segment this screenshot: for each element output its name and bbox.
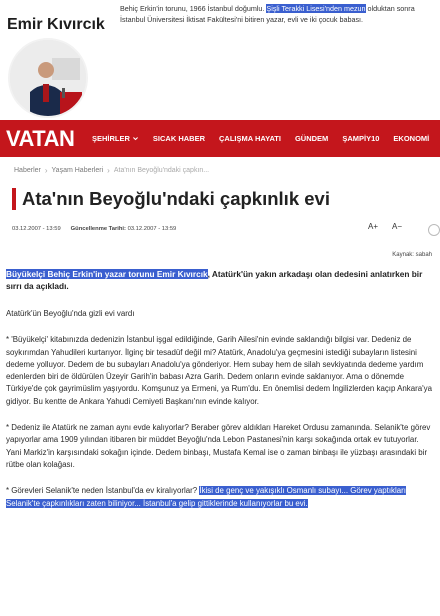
article-paragraph-1: * 'Büyükelçi' kitabınızda dedenizin İstanbul işgal edildiğinde, Garih Ailesi'nin evinde saklandığı bilgisi var. Dedeniz de soykırımdan Yahudileri kurtarıyor. İlginç bir tesadüf değil mi? Atatürk, Anadolu'ya geçmesini istediği subayların listesini dedeme yolluyor. Dedem de bu subayları Anadolu'ya gönderiyor. Hem subay hem de silah sevkiyatında dedeme yardım edenlerden biri de öldürülen Üzeyir Garih'in babası Azra Garih. Dedem onların evinde saklanıyor. Ama o dönemde Türkiye'de çok gayrimüslim yaşıyordu. Komşunuz ya Ermeni, ya Rum'du. En önemlisi dedem İngilizlerden kaçıp Ankara'ya gidiyor. Bu kentte de Ankara Yahudi Cemiyeti Başkanı'nın evinde kalıyor. [6,335,432,406]
nav-item-label: SICAK HABER [152,134,206,143]
page-title: Ata'nın Beyoğlu'ndaki çapkınlık evi [22,188,330,209]
article-lead [6,268,432,292]
nav-item-label: GÜNDEM [294,134,329,143]
breadcrumb-separator-icon: › [107,166,110,175]
breadcrumb-yasam-haberleri[interactable]: Yaşam Haberleri [51,167,104,174]
intro-text-end: olduktan sonra İstanbul Üniversitesi İktisat Fakültesi'ni bitiren yazar, evli ve iki çocuk babası. [120,4,415,24]
main-nav [0,120,440,157]
updated-label: Güncellenme Tarihi: [70,226,126,232]
nav-item-label: ŞEHİRLER [92,134,130,143]
breadcrumb [14,166,209,175]
lead-text: , Atatürk'ün yakın arkadaşı olan dedesini anlatırken bir sırrı da açıkladı. [6,269,423,291]
vatan-logo[interactable]: VATAN [6,125,75,151]
nav-item-sehirler[interactable] [92,134,139,143]
paragraph-3-highlight: İkisi de genç ve yakışıklı Osmanlı subayı... Görev yaptıkları Selanik'te çapkınlıkları zaten biliniyor... İstanbul'a gelip gittiklerinde kullanıyorlar bu evi. [6,486,406,508]
publish-date: 03.12.2007 - 13:59 [12,226,61,232]
paragraph-3-text: * Görevleri Selanik'te neden İstanbul'da ev kiralıyorlar? [6,486,200,496]
nav-item-calisma-hayati[interactable] [219,134,281,143]
font-increase-button[interactable]: A+ [368,222,379,231]
font-decrease-button[interactable]: A− [392,222,403,231]
author-name: Emir Kıvırcık [7,16,105,33]
article-meta [12,226,176,232]
nav-item-sicak-haber[interactable] [153,134,205,143]
nav-item-ekonomi[interactable] [393,134,429,143]
more-options-icon[interactable] [428,224,440,236]
updated-date-group [71,226,177,232]
updated-date: 03.12.2007 - 13:59 [127,226,177,232]
headline-block [12,188,330,210]
article-body [6,268,432,510]
author-profile [0,0,440,120]
intro-text-start: Behiç Erkin'in torunu, 1966 İstanbul doğumlu. [120,4,267,13]
article-paragraph-2: * Dedeniz ile Atatürk ne zaman aynı evde kalıyorlar? Beraber görev aldıkları Hareket Ordusu zamanında. Selanik'te görev yapıyorlar ama 1909 yılından itibaren bir müddet Beyoğlu'nda Lebon Pastanesi'nin karşı sokağında ortak ev tutuyorlar. Yani Markiz'in karşısındaki sokağın içinde. Dedem binbaşı, Mustafa Kemal ise o zaman binbaşı ile yüzbaşı arasındaki bir rütbe olan kolağası. [6,423,431,469]
breadcrumb-separator-icon: › [44,166,48,175]
nav-item-label: EKONOMİ [393,134,430,143]
article-paragraph-3 [6,485,432,510]
headline-accent-bar [12,188,16,210]
lead-highlight: Büyükelçi Behiç Erkin'in yazar torunu Emir Kıvırcık [6,269,208,279]
breadcrumb-haberler[interactable]: Haberler [14,167,41,174]
breadcrumb-current: Ata'nın Beyoğlu'ndaki çapkın... [113,167,210,174]
author-intro [120,3,436,25]
intro-highlight: Şişli Terakki Lisesi'nden mezun [266,4,366,13]
portrait-image [10,40,88,118]
nav-item-label: ŞAMPİY10 [342,134,380,143]
chevron-down-icon [132,135,139,142]
nav-item-label: ÇALIŞMA HAYATI [219,134,281,143]
author-portrait [8,38,88,118]
article-source: Kaynak: sabah [392,252,432,258]
nav-item-sampiyon[interactable] [342,134,379,143]
article-subhead: Atatürk'ün Beyoğlu'nda gizli evi vardı [6,309,135,318]
nav-item-gundem[interactable] [295,134,328,143]
